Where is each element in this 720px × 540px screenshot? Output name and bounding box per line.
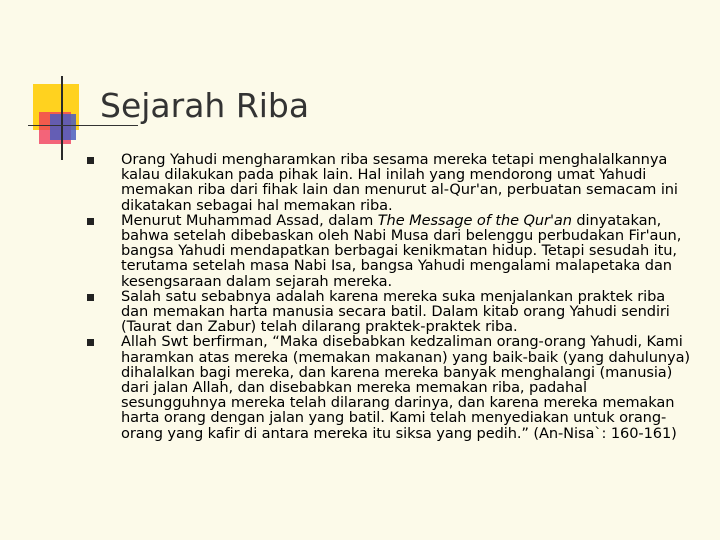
bullet-text: Allah Swt berfirman, “Maka disebabkan kedzaliman orang-orang Yahudi, Kami haramkan atas mereka (memakan makanan) yang baik-baik (yang dahulunya) dihalalkan bagi mereka, dan karena mereka banyak menghalangi (manusia) dari jalan Allah, dan disebabkan mereka memakan riba, padahal sesungguhnya mereka telah dilarang darinya, dan karena mereka memakan harta orang dengan jalan yang batil. Kami telah menyediakan untuk orang-orang yang kafir di antara mereka itu siksa yang pedih.” (An-Nisa`: 160-161) (121, 333, 691, 442)
bullet-text: Salah satu sebabnya adalah karena mereka suka menjalankan praktek riba dan memakan harta manusia secara batil. Dalam kitab orang Yahudi sendiri (Taurat dan Zabur) telah dilarang praktek-praktek riba. (121, 287, 670, 336)
square-bullet-icon (87, 218, 94, 225)
bullet-text-after: dinyatakan, bahwa setelah dibebaskan oleh Nabi Musa dari belenggu perbudakan Fir'aun, bangsa Yahudi mendapatkan berbagai kenikmatan hidup. Tetapi sesudah itu, terutama setelah masa Nabi Isa, bangsa Yahudi mengalami malapetaka dan kesengsaraan dalam sejarah mereka. (121, 211, 682, 290)
square-bullet-icon (87, 339, 94, 346)
book-title: The Message of the Qur'an (377, 211, 572, 229)
slide-title: Sejarah Riba (100, 86, 310, 125)
square-bullet-icon (87, 294, 94, 301)
bullet-text-before: Menurut Muhammad Assad, dalam (121, 211, 378, 229)
bullet-item (84, 213, 696, 289)
bullet-item (84, 152, 696, 213)
bullet-list (84, 152, 696, 441)
vertical-rule-decoration (61, 76, 63, 160)
blue-square-decoration (50, 114, 76, 140)
bullet-item (84, 334, 696, 440)
square-bullet-icon (87, 157, 94, 164)
bullet-text: Orang Yahudi mengharamkan riba sesama mereka tetapi menghalalkannya kalau dilakukan pada pihak lain. Hal inilah yang mendorong umat Yahudi memakan riba dari fihak lain dan menurut al-Qur'an, perbuatan semacam ini dikatakan sebagai hal memakan riba. (121, 151, 678, 214)
bullet-item (84, 289, 696, 335)
